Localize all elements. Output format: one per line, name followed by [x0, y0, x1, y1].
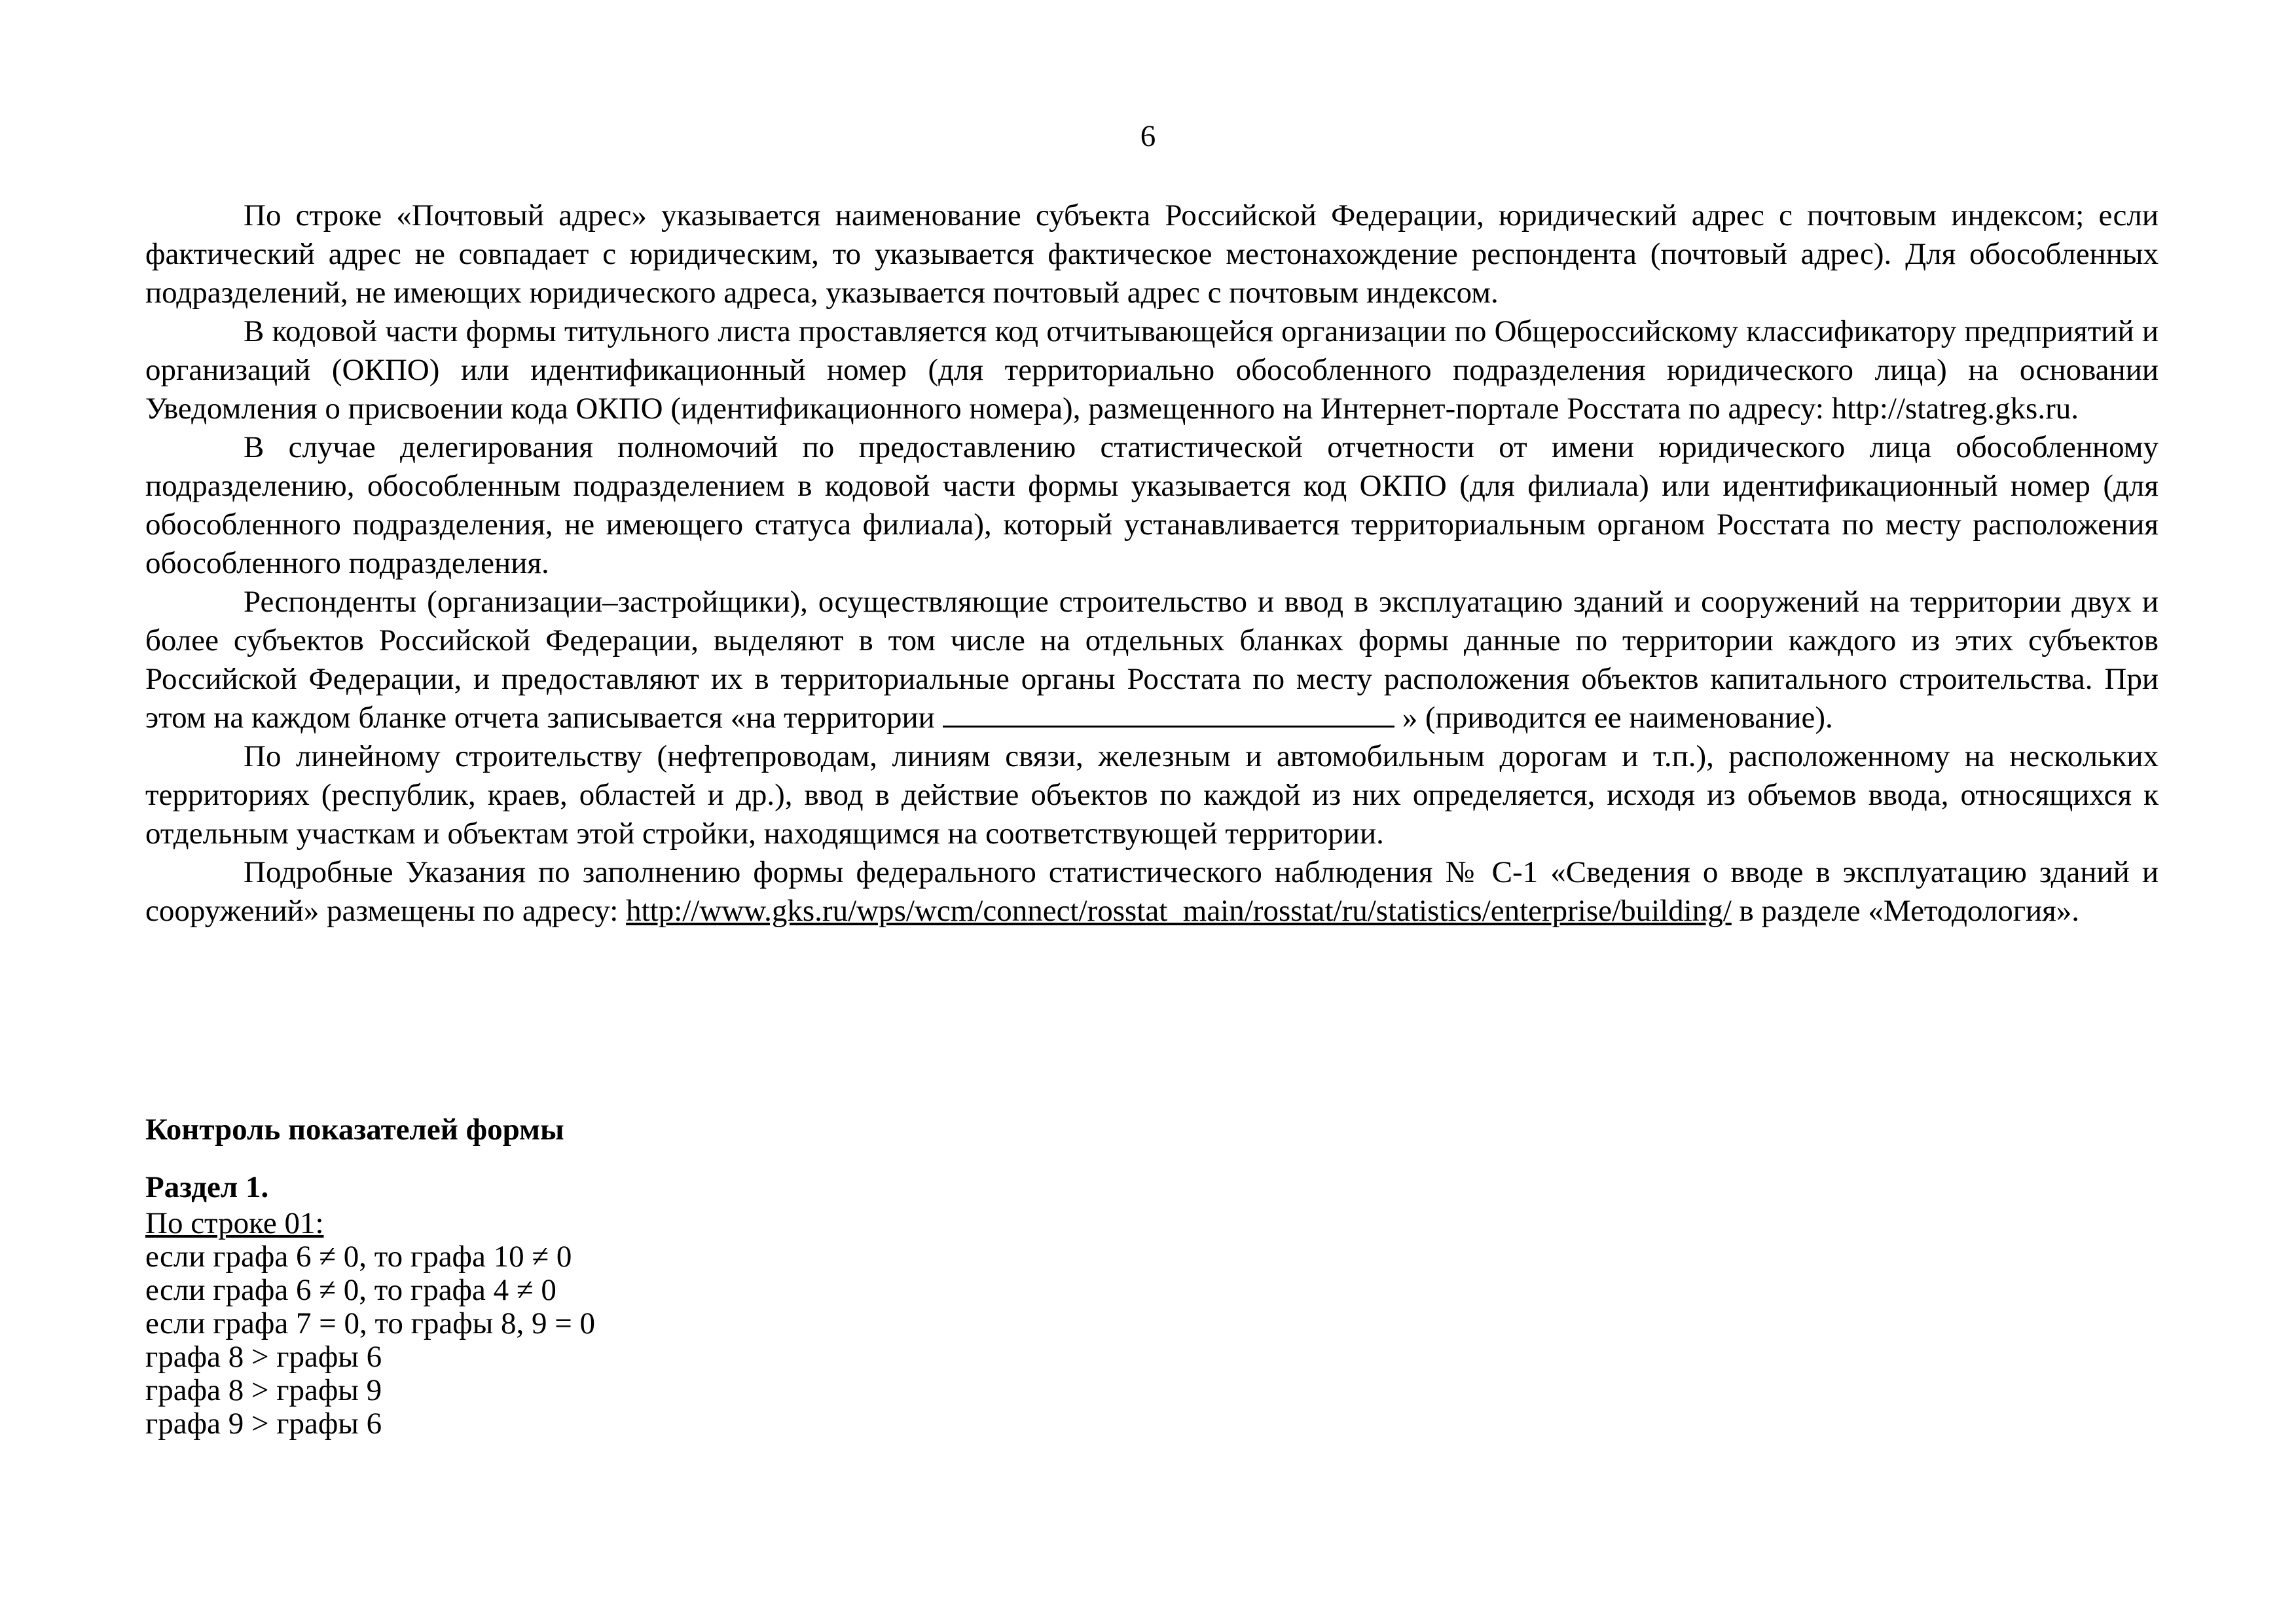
paragraph-instructions-end: в разделе «Методология». — [1739, 894, 2080, 928]
line-reference: По строке 01: — [145, 1206, 324, 1240]
territory-blank-line — [943, 701, 1394, 728]
control-rule: графа 8 > графы 6 — [145, 1340, 382, 1374]
paragraph-respondents — [145, 583, 2159, 737]
paragraph-delegation: В случае делегирования полномочий по предоставлению статистической отчетности от имени юридического лица обособленному подразделению, обособленным подразделением в кодовой части формы указывается код ОКПО (для филиала) или идентификационный номер (для обособленного подразделения, не имеющего статуса филиала), который устанавливается территориальным органом Росстата по месту расположения обособленного подразделения. — [145, 430, 2159, 580]
control-rule: графа 9 > графы 6 — [145, 1407, 382, 1441]
body-text — [145, 196, 2159, 931]
paragraph-postal-address: По строке «Почтовый адрес» указывается наименование субъекта Российской Федерации, юридический адрес с почтовым индексом; если фактический адрес не совпадает с юридическим, то указывается фактическое местонахождение респондента (почтовый адрес). Для обособленных подразделений, не имеющих юридического адреса, указывается почтовый адрес с почтовым индексом. — [145, 198, 2159, 310]
control-rule: графа 8 > графы 9 — [145, 1373, 382, 1407]
section-title: Раздел 1. — [145, 1170, 269, 1204]
control-title: Контроль показателей формы — [145, 1113, 564, 1147]
paragraph-linear-construction: По линейному строительству (нефтепроводам, линиям связи, железным и автомобильным дорогам и т.п.), расположенному на нескольких территориях (республик, краев, областей и др.), ввод в действие объектов по каждой из них определяется, исходя из объемов ввода, относящихся к отдельным участкам и объектам этой стройки, находящимся на соответствующей территории. — [145, 739, 2159, 851]
paragraph-respondents-start: Респонденты (организации–застройщики), осуществляющие строительство и ввод в эксплуатацию зданий и сооружений на территории двух и более субъектов Российской Федерации, выделяют в том числе на отдельных бланках формы данные по территории каждого из этих субъектов Российской Федерации, и предоставляют их в территориальные органы Росстата по месту расположения объектов капитального строительства. При этом на каждом бланке отчета записывается «на территории — [145, 585, 2159, 735]
paragraph-respondents-end: » (приводится ее наименование). — [1402, 701, 1833, 735]
control-rule: если графа 6 ≠ 0, то графа 4 ≠ 0 — [145, 1273, 556, 1307]
paragraph-instructions-start: Подробные Указания по заполнению формы федерального статистического наблюдения № С-1 «Сведения о вводе в эксплуатацию зданий и сооружений» размещены по адресу: — [145, 855, 2159, 928]
instructions-link[interactable]: http://www.gks.ru/wps/wcm/connect/rosstat_main/rosstat/ru/statistics/enterprise/building/ — [626, 894, 1732, 928]
page-number: 6 — [1140, 119, 1156, 153]
control-rules-list — [145, 1240, 1127, 1441]
paragraph-instructions — [145, 853, 2159, 931]
paragraph-okpo-code: В кодовой части формы титульного листа проставляется код отчитывающейся организации по Общероссийскому классификатору предприятий и организаций (ОКПО) или идентификационный номер (для территориально обособленного подразделения юридического лица) на основании Уведомления о присвоении кода ОКПО (идентификационного номера), размещенного на Интернет-портале Росстата по адресу: http://statreg.gks.ru. — [145, 314, 2159, 426]
control-rule: если графа 6 ≠ 0, то графа 10 ≠ 0 — [145, 1240, 572, 1274]
form-control-section — [145, 1110, 1127, 1441]
control-rule: если графа 7 = 0, то графы 8, 9 = 0 — [145, 1306, 596, 1340]
